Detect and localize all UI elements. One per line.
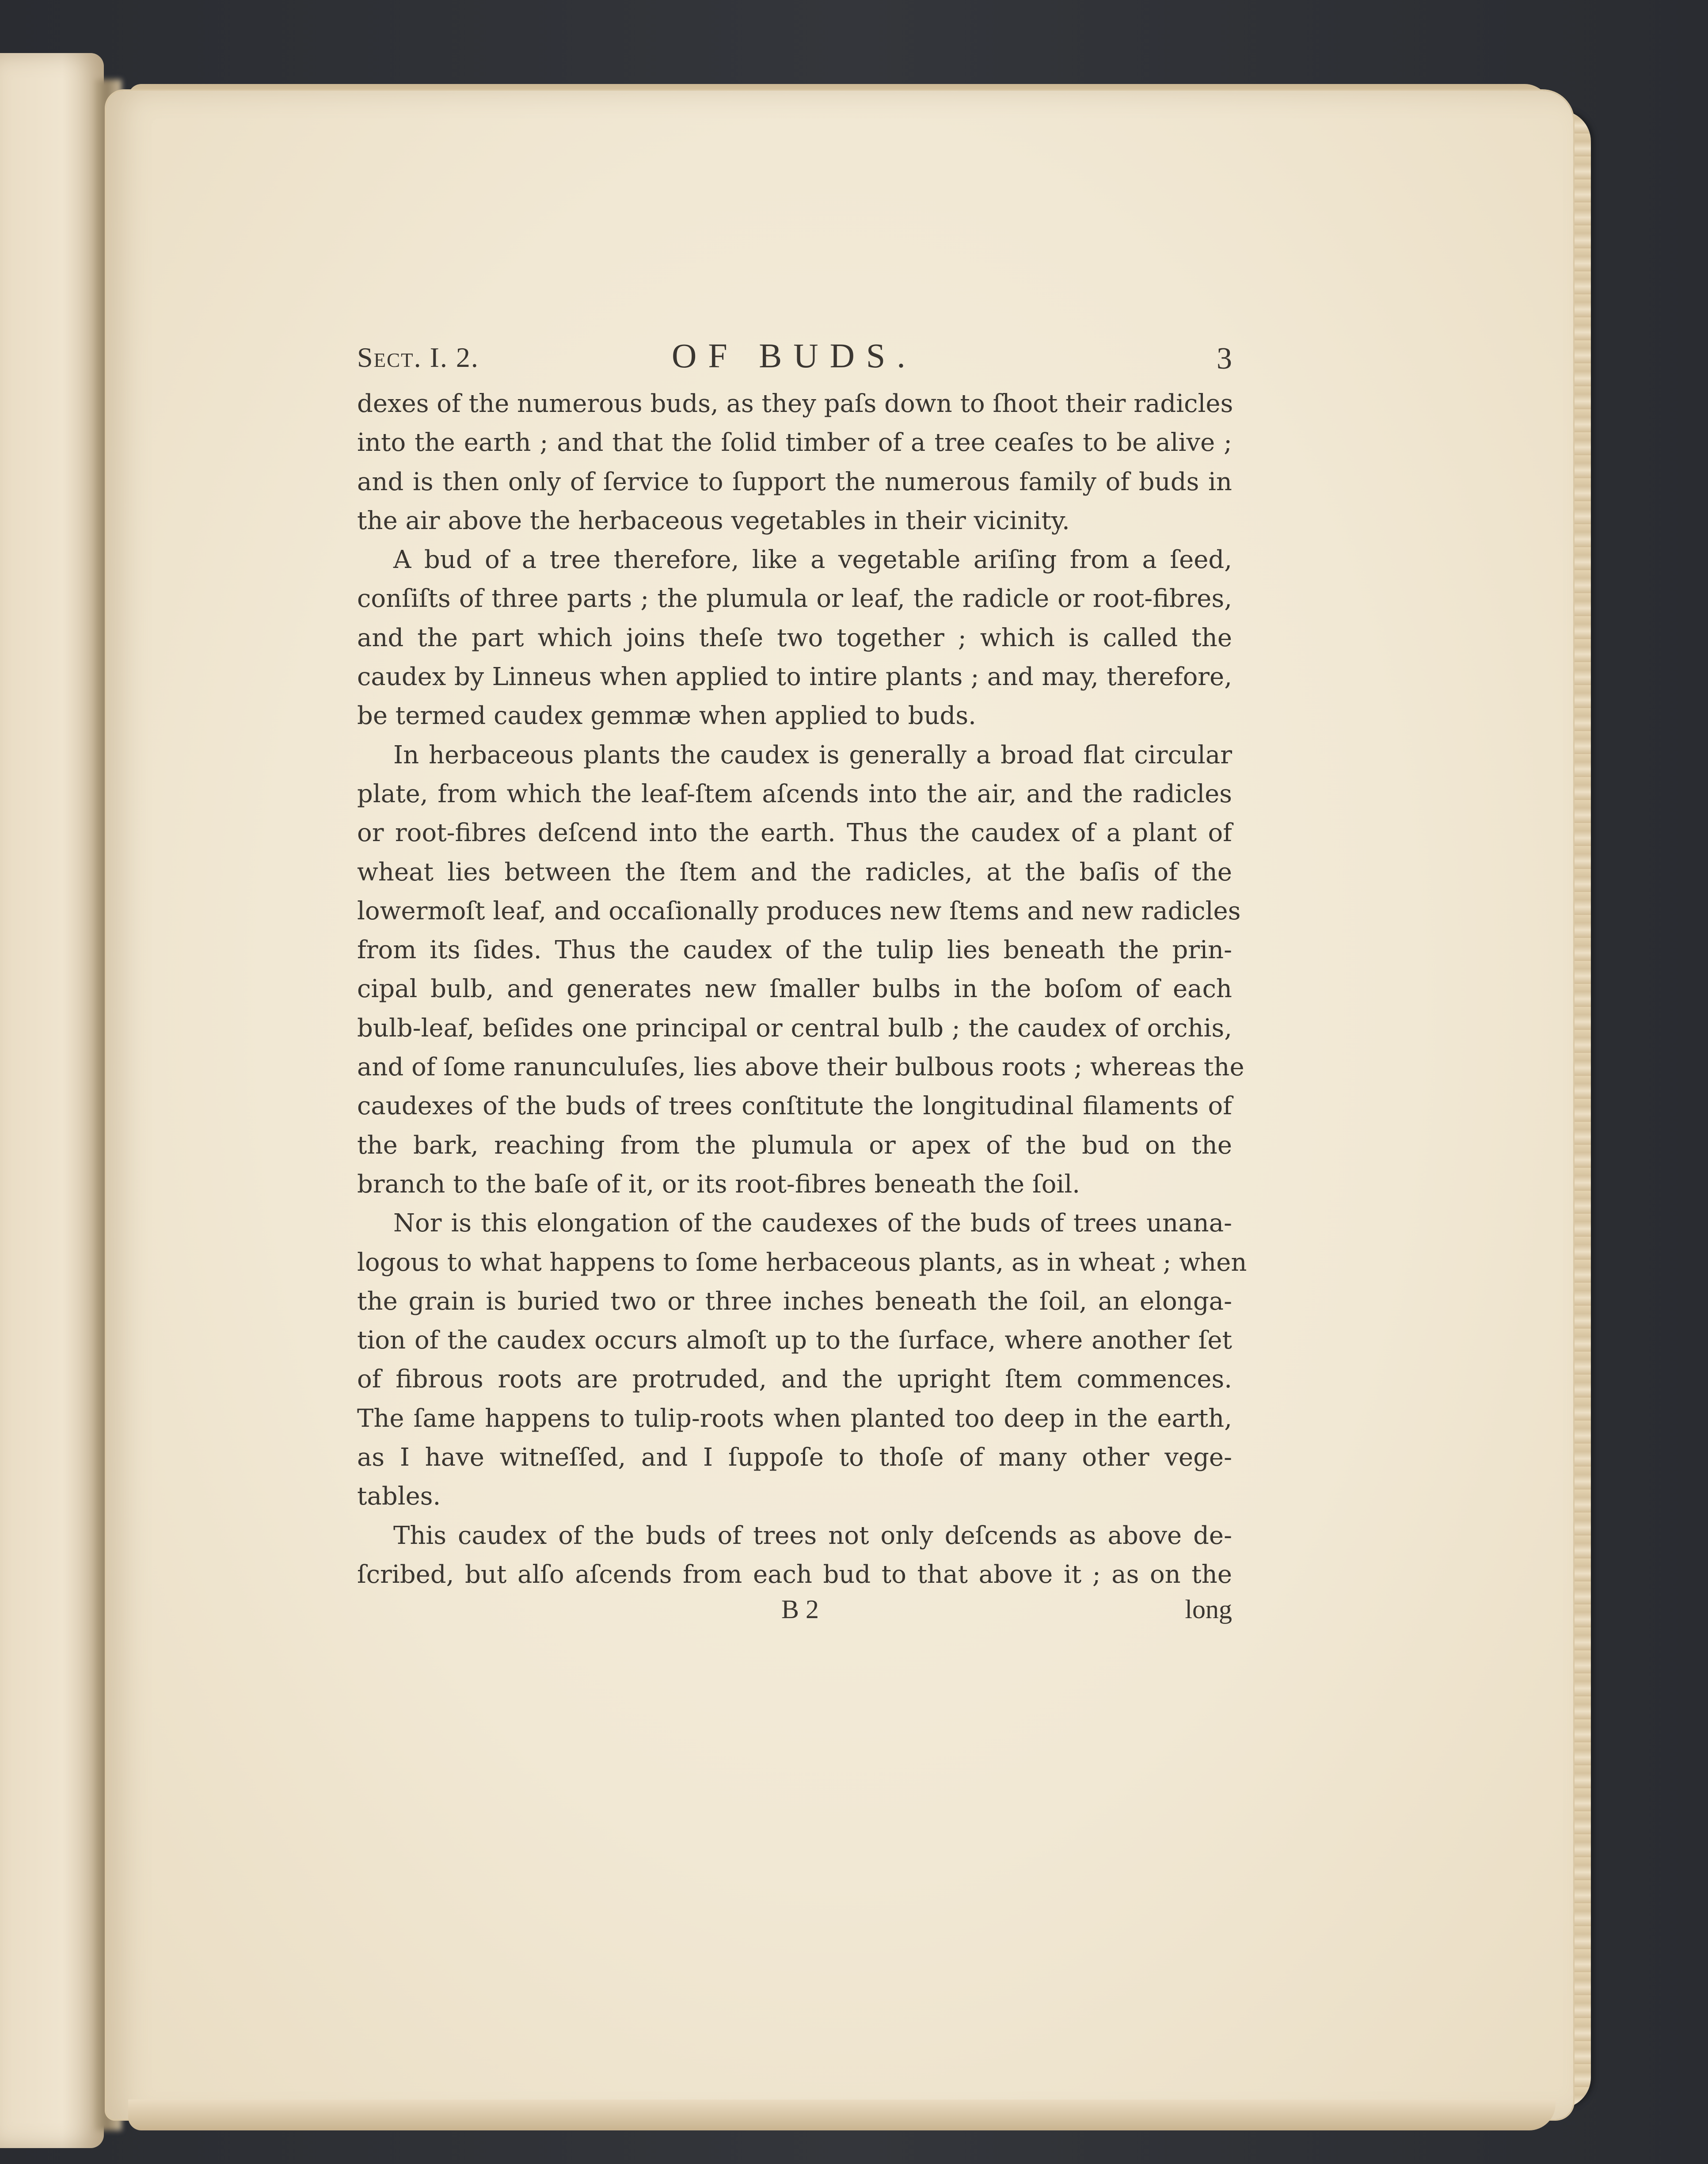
text-line: conſiſts of three parts ; the plumula or leaf, the radicle or root-fibres,	[357, 584, 1232, 613]
text-line: caudexes of the buds of trees conſtitute the longitudinal filaments of	[357, 1092, 1232, 1121]
text-line: into the earth ; and that the ſolid timber of a tree ceaſes to be alive ;	[357, 428, 1232, 457]
text-line: This caudex of the buds of trees not only deſcends as above de-	[393, 1521, 1232, 1550]
text-line: In herbaceous plants the caudex is generally a broad flat circular	[393, 740, 1232, 770]
text-line: as I have witneſſed, and I ſuppoſe to thoſe of many other vege-	[357, 1443, 1232, 1472]
text-line: be termed caudex gemmæ when applied to buds.	[357, 701, 976, 731]
text-line: caudex by Linneus when applied to intire plants ; and may, therefore,	[357, 663, 1232, 692]
body-text	[357, 385, 1247, 1594]
page-number: 3	[1217, 342, 1232, 376]
signature-mark: B 2	[781, 1595, 819, 1624]
catchword: long	[1185, 1595, 1232, 1624]
text-line: the grain is buried two or three inches beneath the ſoil, an elonga-	[357, 1287, 1232, 1316]
running-head	[357, 336, 1232, 385]
text-line: the bark, reaching from the plumula or apex of the bud on the	[357, 1131, 1232, 1160]
page-footer	[357, 1594, 1232, 1634]
text-line: tion of the caudex occurs almoſt up to the ſurface, where another ſet	[357, 1326, 1232, 1355]
text-line: and of ſome ranunculuſes, lies above their bulbous roots ; whereas the	[357, 1053, 1244, 1082]
text-line: wheat lies between the ſtem and the radicles, at the baſis of the	[357, 857, 1232, 887]
text-line: ſcribed, but alſo aſcends from each bud to that above it ; as on the	[357, 1560, 1232, 1589]
left-page-edge	[0, 53, 104, 2148]
text-line: Nor is this elongation of the caudexes of the buds of trees unana-	[393, 1209, 1232, 1238]
text-line: branch to the baſe of it, or its root-fibres beneath the ſoil.	[357, 1170, 1080, 1199]
text-line: bulb-leaf, beſides one principal or central bulb ; the caudex of orchis,	[357, 1013, 1232, 1043]
text-line: cipal bulb, and generates new ſmaller bulbs in the boſom of each	[357, 975, 1232, 1004]
text-line: plate, from which the leaf-ſtem aſcends into the air, and the radicles	[357, 779, 1232, 808]
text-line: and the part which joins theſe two together ; which is called the	[357, 623, 1232, 652]
page-title: OF BUDS.	[672, 336, 917, 375]
text-block	[357, 336, 1247, 1634]
page-bottom-edge	[128, 2099, 1556, 2130]
text-line: dexes of the numerous buds, as they paſs down to ſhoot their radicles	[357, 389, 1233, 418]
text-line: tables.	[357, 1482, 441, 1511]
text-line: the air above the herbaceous vegetables in their vicinity.	[357, 506, 1070, 535]
text-line: lowermoſt leaf, and occaſionally produces new ſtems and new radicles	[357, 896, 1241, 926]
text-line: of fibrous roots are protruded, and the upright ſtem commences.	[357, 1365, 1232, 1394]
text-line: or root-fibres deſcend into the earth. Thus the caudex of a plant of	[357, 819, 1232, 848]
text-line: from its ſides. Thus the caudex of the tulip lies beneath the prin-	[357, 936, 1232, 965]
text-line: and is then only of ſervice to ſupport the numerous family of buds in	[357, 467, 1232, 496]
section-reference: Sect. I. 2.	[357, 342, 479, 373]
text-line: logous to what happens to ſome herbaceous plants, as in wheat ; when	[357, 1248, 1247, 1277]
text-line: A bud of a tree therefore, like a vegetable ariſing from a ſeed,	[393, 545, 1232, 575]
text-line: The ſame happens to tulip-roots when planted too deep in the earth,	[357, 1404, 1232, 1433]
